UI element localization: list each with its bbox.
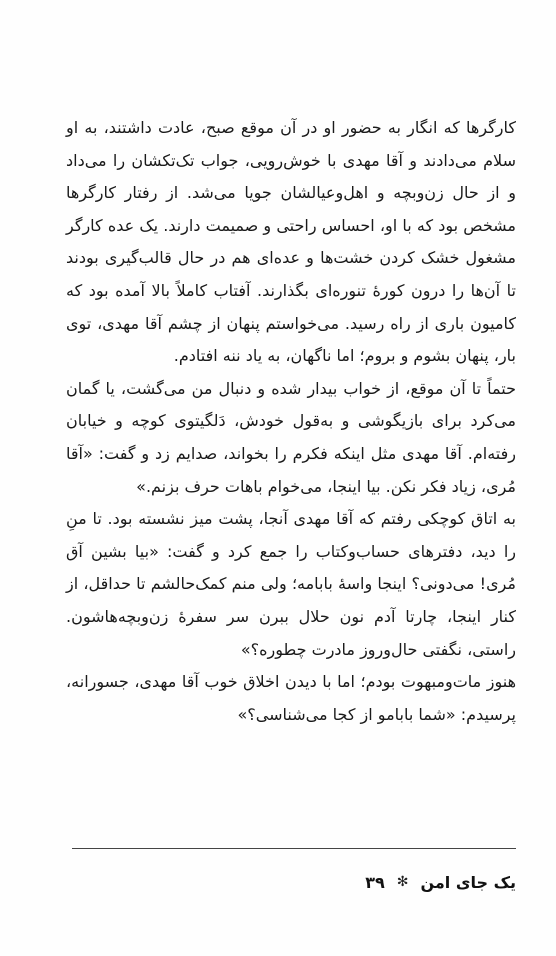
paragraph-2: حتماً تا آن موقع، از خواب بیدار شده و دنبال من می‌گشت، یا گمان می‌کرد برای بازیگوشی و به‌قول خودش، دَلگیتوی کوچه و خیابان رفته‌ام. آقا مهدی مثل اینکه فکرم را بخواند، صدایم زد و گفت: «آقا مُری، زیاد فکر نکن. بیا اینجا، می‌خوام باهات حرف بزنم.» bbox=[66, 378, 516, 496]
paragraph-4: هنوز مات‌ومبهوت بودم؛ اما با دیدن اخلاق خوب آقا مهدی، جسورانه، پرسیدم: «شما بابامو از کجا می‌شناسی؟» bbox=[66, 672, 516, 724]
page-footer bbox=[72, 862, 516, 902]
page-number: ۳۹ bbox=[365, 872, 385, 892]
footer-divider bbox=[72, 848, 516, 849]
running-title: یک جای امن bbox=[420, 872, 516, 892]
body-text bbox=[66, 112, 516, 731]
paragraph-1: کارگرها که انگار به حضور او در آن موقع صبح، عادت داشتند، به او سلام می‌دادند و آقا مهدی با خوش‌رویی، جواب تک‌تکشان را می‌داد و از حال زن‌وبچه و اهل‌وعیالشان جویا می‌شد. از رفتار کارگرها مشخص بود که با او، احساس راحتی و صمیمت دارند. یک عده کارگر مشغول خشک کردن خشت‌ها و عده‌ای هم در حال قالب‌گیری بودند تا آن‌ها را درون کورهٔ تنوره‌ای بگذارند. آفتاب کاملاً بالا آمده بود که کامیون باری از راه رسید. می‌خواستم پنهان از چشم آقا مهدی، توی بار، پنهان بشوم و بروم؛ اما ناگهان، به یاد ننه افتادم. bbox=[66, 118, 516, 366]
star-icon: ✻ bbox=[396, 874, 409, 890]
paragraph-3: به اتاق کوچکی رفتم که آقا مهدی آنجا، پشت میز نشسته بود. تا منِ را دید، دفترهای حساب‌وکتاب را جمع کرد و گفت: «بیا بشین آق مُری! می‌دونی؟ اینجا واسهٔ بابامه؛ ولی منم کمک‌حالشم تا حداقل، از کنار اینجا، چارتا آدم نون حلال ببرن سر سفرهٔ زن‌وبچه‌هاشون. راستی، نگفتی حال‌وروز مادرت چطوره؟» bbox=[66, 509, 516, 659]
